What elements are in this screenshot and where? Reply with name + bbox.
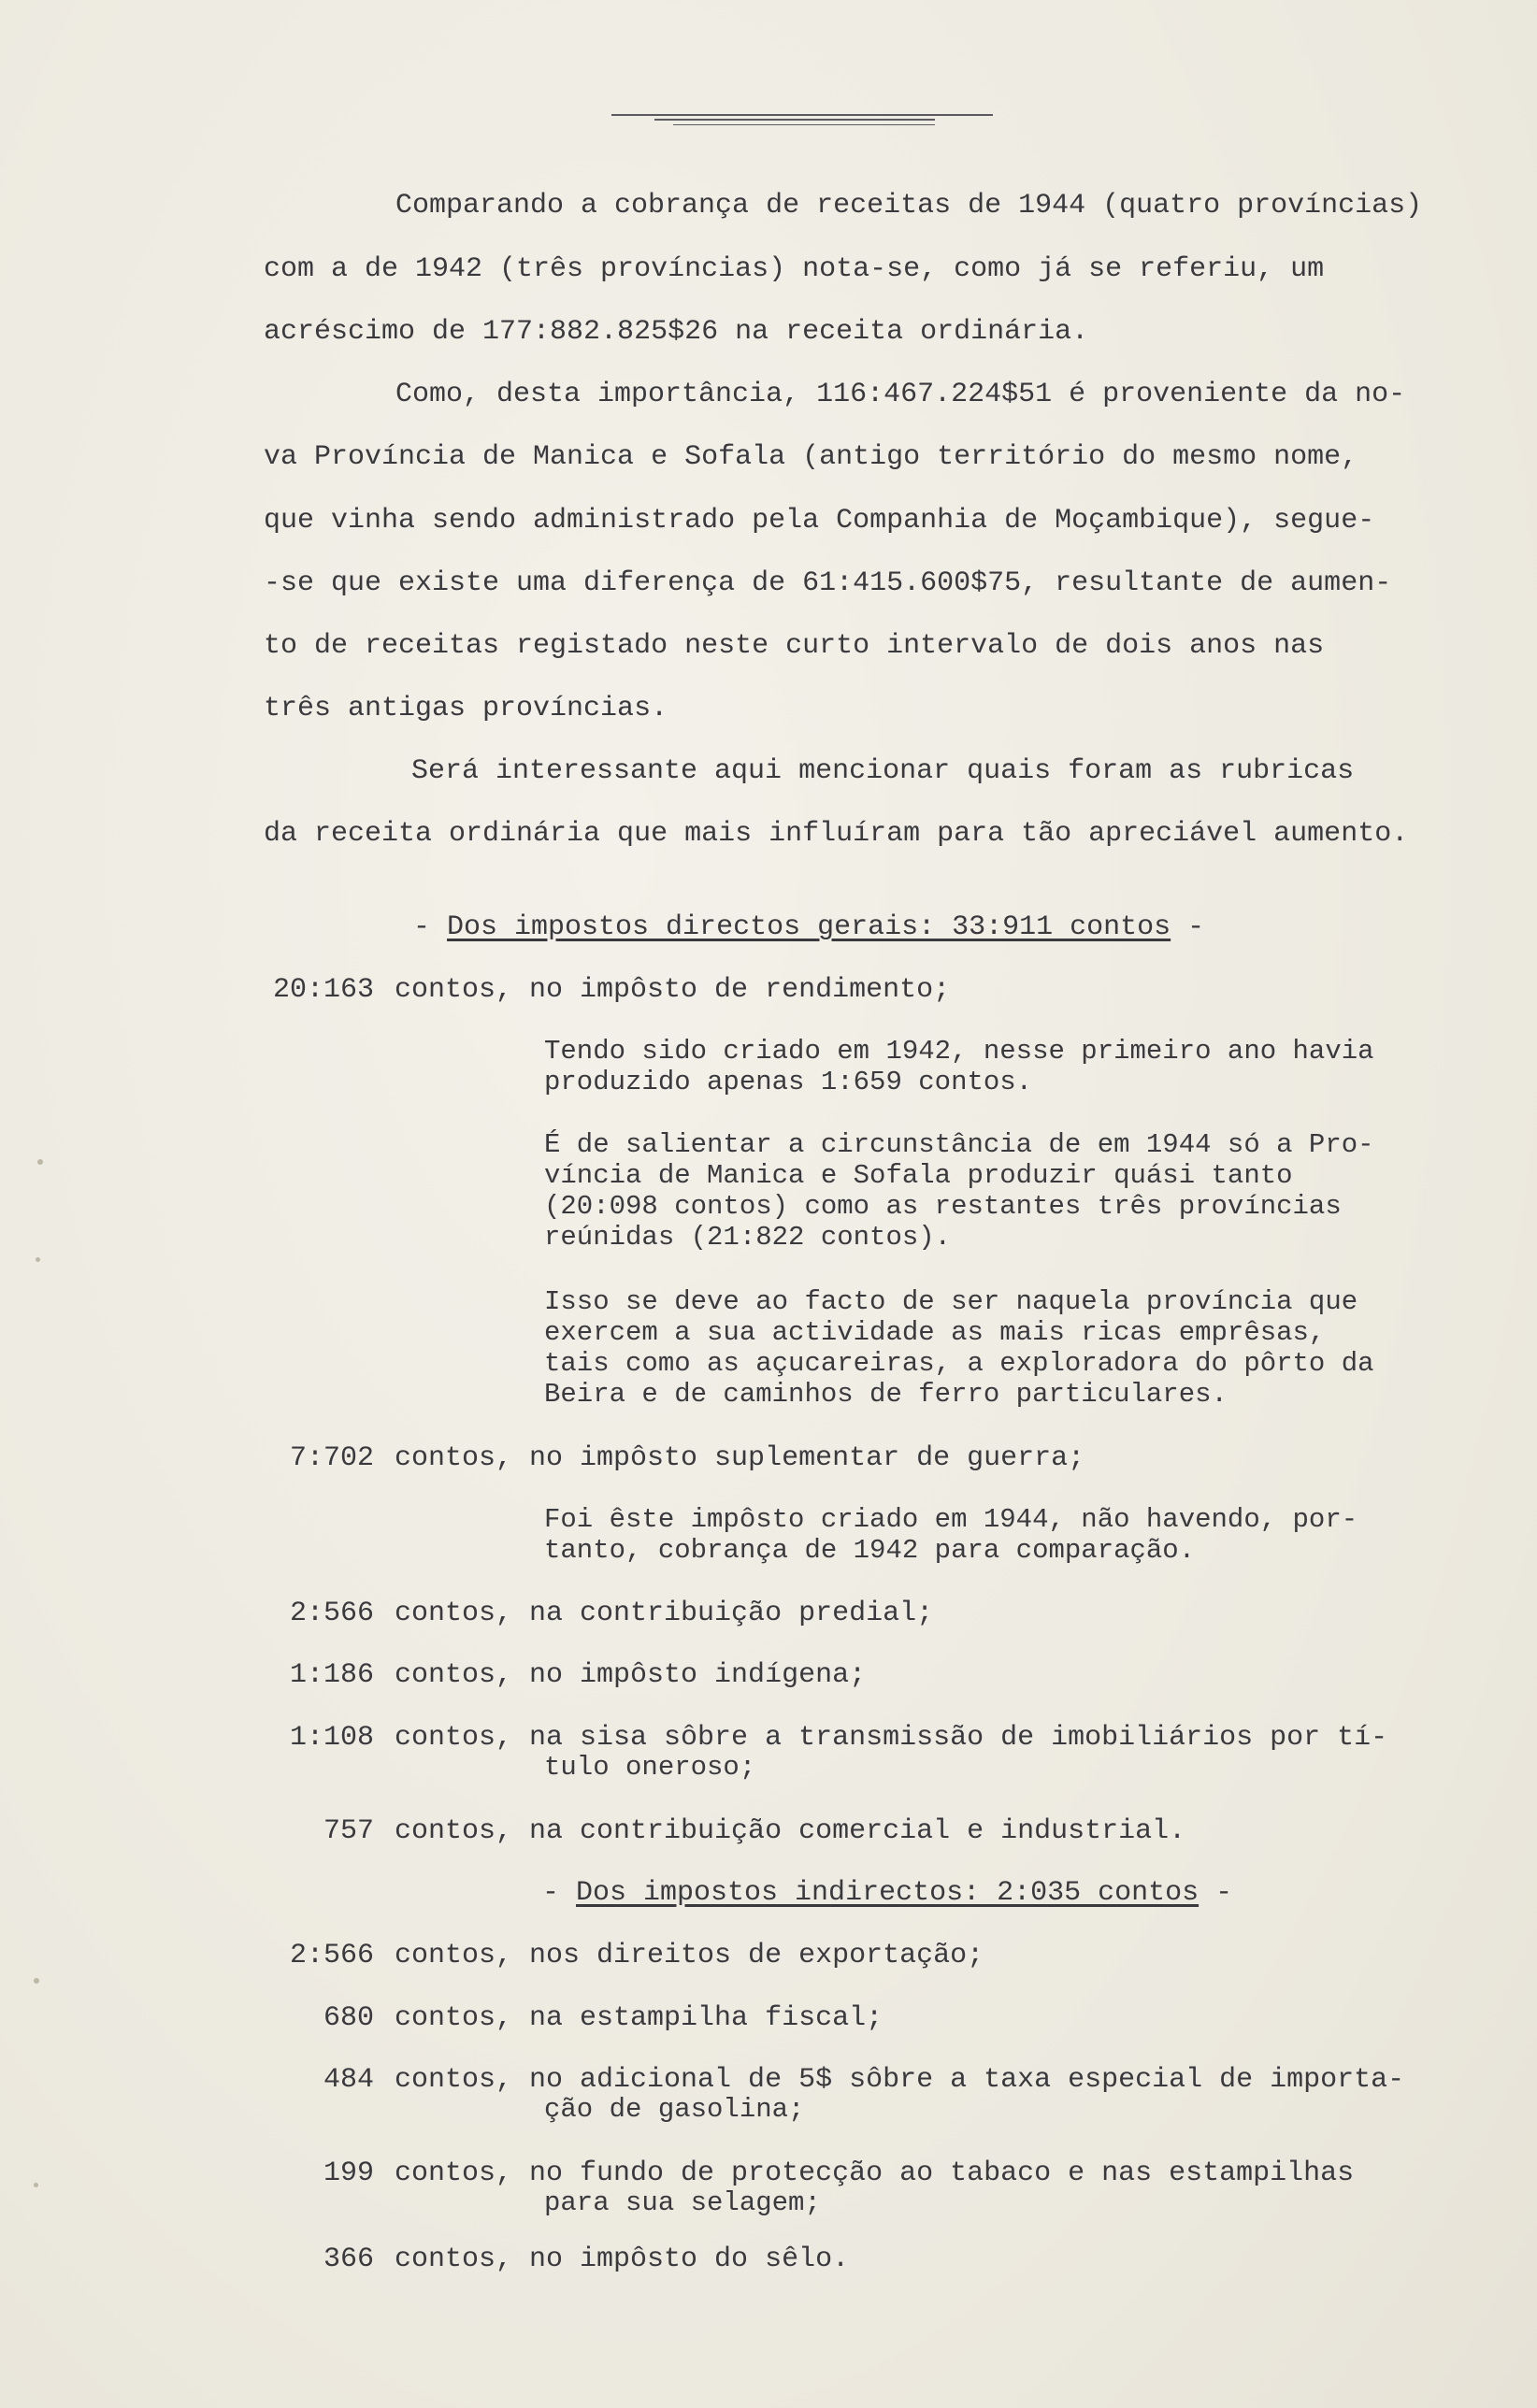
note-income-2-line3: (20:098 contos) como as restantes três províncias [544, 1191, 1342, 1222]
direct-item-4-text: contos, no impôsto indígena; [395, 1659, 867, 1691]
direct-item-5-text: contos, na sisa sôbre a transmissão de imobiliários por tí- [395, 1722, 1388, 1754]
note-income-2 [544, 1129, 1470, 1253]
indirect-item-4-amount: 199 [323, 2157, 374, 2189]
para1-line3: acréscimo de 177:882.825$26 na receita ordinária. [264, 316, 1089, 348]
indirect-item-4-text-cont: para sua selagem; [544, 2187, 821, 2218]
para1-line1: Comparando a cobrança de receitas de 1944 (quatro províncias) [395, 190, 1423, 222]
para2-line1: Como, desta importância, 116:467.224$51 é proveniente da no- [395, 379, 1406, 410]
paper-speck [34, 2183, 38, 2187]
note-income-3-line1: Isso se deve ao facto de ser naquela província que [544, 1286, 1358, 1317]
paper-speck [37, 1159, 43, 1165]
indirect-item-3-text: contos, no adicional de 5$ sôbre a taxa especial de importa- [395, 2064, 1405, 2096]
note-income-3 [544, 1286, 1470, 1410]
direct-item-2-amount: 7:702 [289, 1442, 374, 1474]
note-war [544, 1504, 1470, 1566]
direct-item-3-amount: 2:566 [289, 1598, 374, 1629]
paper-speck [34, 1978, 39, 1984]
paper-speck [36, 1257, 40, 1262]
note-income-1-line2: produzido apenas 1:659 contos. [544, 1067, 1033, 1097]
note-income-2-line1: É de salientar a circunstância de em 1944 só a Pro- [544, 1129, 1374, 1160]
para2-line6: três antigas províncias. [264, 693, 668, 724]
direct-item-5-amount: 1:108 [289, 1722, 374, 1754]
note-income-3-line4: Beira e de caminhos de ferro particulares. [544, 1379, 1228, 1410]
direct-item-2-text: contos, no impôsto suplementar de guerra; [395, 1442, 1085, 1474]
indirect-item-1-amount: 2:566 [289, 1940, 374, 1971]
direct-taxes-heading: - Dos impostos directos gerais: 33:911 contos - [413, 911, 1205, 943]
indirect-item-3-text-cont: ção de gasolina; [544, 2094, 805, 2125]
indirect-item-5-amount: 366 [323, 2243, 374, 2275]
para2-line5: to de receitas registado neste curto intervalo de dois anos nas [264, 630, 1325, 662]
direct-item-1-amount: 20:163 [272, 974, 374, 1006]
direct-item-6-text: contos, na contribuição comercial e industrial. [395, 1815, 1186, 1847]
note-income-2-line2: víncia de Manica e Sofala produzir quási tanto [544, 1160, 1293, 1191]
note-income-1-line1: Tendo sido criado em 1942, nesse primeiro ano havia [544, 1036, 1374, 1067]
indirect-item-1-text: contos, nos direitos de exportação; [395, 1940, 984, 1971]
note-income-1 [544, 1036, 1470, 1097]
para2-line3: que vinha sendo administrado pela Companhia de Moçambique), segue- [264, 505, 1375, 537]
note-war-line2: tanto, cobrança de 1942 para comparação. [544, 1535, 1196, 1566]
top-rule-3 [673, 124, 935, 125]
top-rule [611, 114, 993, 116]
para1-line2: com a de 1942 (três províncias) nota-se, como já se referiu, um [264, 253, 1325, 285]
para2-line4: -se que existe uma diferença de 61:415.600$75, resultante de aumen- [264, 567, 1392, 599]
indirect-item-5-text: contos, no impôsto do sêlo. [395, 2243, 850, 2275]
note-war-line1: Foi êste impôsto criado em 1944, não havendo, por- [544, 1504, 1358, 1535]
para2-line2: va Província de Manica e Sofala (antigo território do mesmo nome, [264, 441, 1358, 473]
indirect-item-2-text: contos, na estampilha fiscal; [395, 2002, 883, 2034]
note-income-3-line3: tais como as açucareiras, a exploradora do pôrto da [544, 1348, 1374, 1379]
indirect-item-2-amount: 680 [323, 2002, 374, 2034]
note-income-3-line2: exercem a sua actividade as mais ricas emprêsas, [544, 1317, 1326, 1348]
note-income-2-line4: reúnidas (21:822 contos). [544, 1222, 952, 1253]
para3-line2: da receita ordinária que mais influíram para tão apreciável aumento. [264, 818, 1409, 850]
indirect-item-3-amount: 484 [323, 2064, 374, 2096]
direct-item-3-text: contos, na contribuição predial; [395, 1598, 934, 1629]
direct-item-5-text-cont: tulo oneroso; [544, 1752, 756, 1783]
direct-item-4-amount: 1:186 [289, 1659, 374, 1691]
para3-line1: Será interessante aqui mencionar quais foram as rubricas [411, 755, 1355, 787]
direct-item-6-amount: 757 [323, 1815, 374, 1847]
indirect-item-4-text: contos, no fundo de protecção ao tabaco e nas estampilhas [395, 2157, 1355, 2189]
indirect-taxes-heading: - Dos impostos indirectos: 2:035 contos - [542, 1877, 1233, 1909]
top-rule-2 [654, 119, 935, 121]
direct-item-1-text: contos, no impôsto de rendimento; [395, 974, 951, 1006]
